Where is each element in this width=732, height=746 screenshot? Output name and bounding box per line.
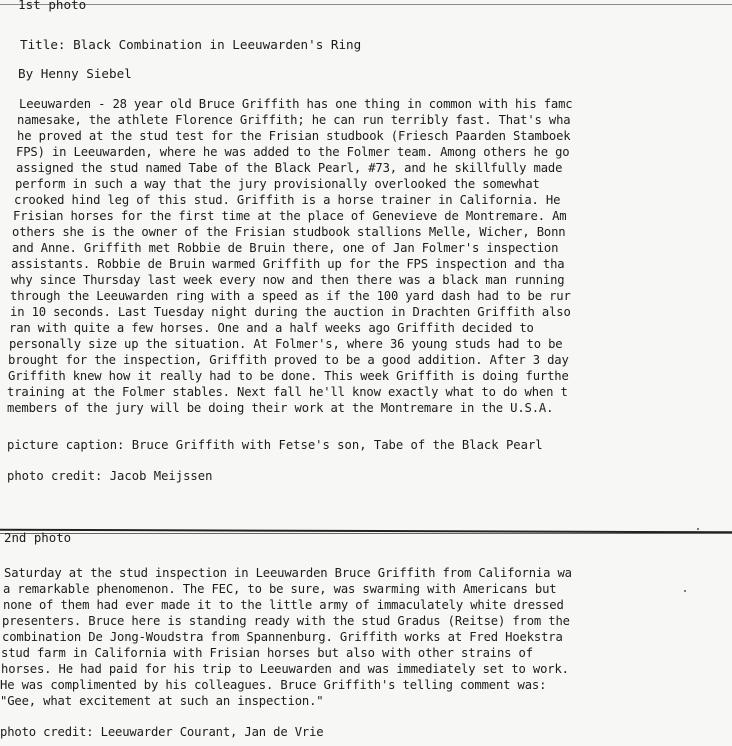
body-line: why since Thursday last week every now and then there was a black man running	[11, 273, 565, 287]
body-line: others she is the owner of the Frisian studbook stallions Melle, Wicher, Bonn	[12, 225, 566, 239]
second-photo-credit: photo credit: Leeuwarder Courant, Jan de Vrie	[0, 725, 324, 739]
body-line: crooked hind leg of this stud. Griffith is a horse trainer in California. He	[14, 193, 561, 207]
body-line: and Anne. Griffith met Robbie de Bruin there, one of Jan Folmer's inspection	[12, 241, 559, 255]
scan-speck	[697, 528, 699, 530]
body-line: Leeuwarden - 28 year old Bruce Griffith has one thing in common with his famc	[19, 97, 573, 111]
body-line: perform in such a way that the jury provisionally overlooked the somewhat	[15, 177, 540, 191]
article-byline: By Henny Siebel	[18, 66, 132, 81]
body-line: brought for the inspection, Griffith proved to be a good addition. After 3 day	[8, 353, 569, 367]
second-photo-label: 2nd photo	[4, 530, 72, 545]
body-line: combination De Jong-Woudstra from Spannenburg. Griffith works at Fred Hoekstra	[2, 630, 563, 644]
body-line: FPS) in Leeuwarden, where he was added to the Folmer team. Among others he go	[16, 145, 570, 159]
top-edge-rule	[0, 4, 732, 5]
body-line: assistants. Robbie de Bruin warmed Griffith up for the FPS inspection and tha	[11, 257, 565, 271]
body-line: personally size up the situation. At Folmer's, where 36 young studs had to be	[9, 337, 563, 351]
article-title: Title: Black Combination in Leeuwarden's Ring	[20, 37, 362, 52]
section-divider-shadow	[0, 533, 732, 534]
body-line: ran with quite a few horses. One and a half weeks ago Griffith decided to	[9, 321, 534, 335]
body-line: presenters. Bruce here is standing ready with the stud Gradus (Reitse) from the	[2, 614, 570, 628]
body-line: assigned the stud named Tabe of the Black Pearl, #73, and he skillfully made	[16, 161, 563, 175]
first-photo-label: 1st photo	[18, 0, 87, 12]
body-line: in 10 seconds. Last Tuesday night during the auction in Drachten Griffith also	[10, 305, 571, 319]
body-line: Frisian horses for the first time at the place of Genevieve de Montremare. Am	[13, 209, 567, 223]
body-line: he proved at the stud test for the Frisian studbook (Friesch Paarden Stamboek	[17, 129, 571, 143]
body-line: Griffith knew how it really had to be done. This week Griffith is doing furthe	[8, 369, 569, 383]
body-line: a remarkable phenomenon. The FEC, to be sure, was swarming with Americans but	[3, 582, 557, 596]
first-photo-credit: photo credit: Jacob Meijssen	[7, 469, 213, 483]
body-line: none of them had ever made it to the little army of immaculately white dressed	[3, 598, 564, 612]
body-line: training at the Folmer stables. Next fall he'll know exactly what to do when t	[7, 385, 568, 399]
body-line: through the Leeuwarden ring with a speed as if the 100 yard dash had to be rur	[10, 289, 571, 303]
body-line: Saturday at the stud inspection in Leeuwarden Bruce Griffith from California wa	[4, 566, 572, 580]
body-line: members of the jury will be doing their work at the Montremare in the U.S.A.	[7, 401, 554, 415]
body-line: "Gee, what excitement at such an inspection."	[0, 694, 324, 708]
body-line: stud farm in California with Frisian horses but also with other strains of	[1, 646, 533, 660]
scan-speck	[684, 590, 686, 592]
body-line: He was complimented by his colleagues. Bruce Griffith's telling comment was:	[0, 678, 547, 692]
body-line: namesake, the athlete Florence Griffith; he can run terribly fast. That's wha	[17, 113, 571, 127]
picture-caption: picture caption: Bruce Griffith with Fetse's son, Tabe of the Black Pearl	[7, 438, 543, 452]
body-line: horses. He had paid for his trip to Leeuwarden and was immediately set to work.	[1, 662, 569, 676]
